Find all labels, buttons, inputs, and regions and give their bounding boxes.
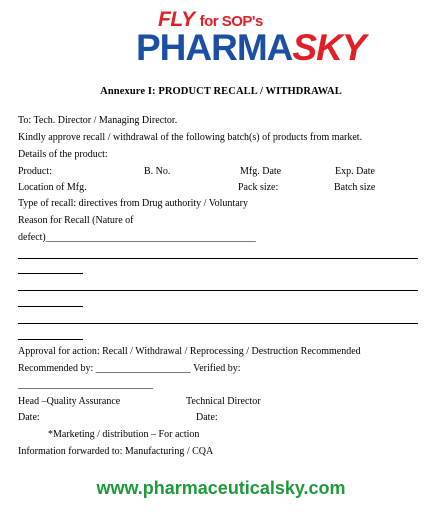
blank-line — [18, 290, 418, 291]
defect-line: defect)__________________________________________ — [18, 232, 256, 243]
date-right-label: Date: — [196, 412, 218, 423]
footer-url[interactable]: www.pharmaceuticalsky.com — [96, 478, 346, 498]
blank-line — [18, 258, 418, 259]
recall-type-line: Type of recall: directives from Drug authority / Voluntary — [18, 198, 248, 209]
verified-by-blank: ___________________________ — [18, 379, 153, 390]
technical-director-label: Technical Director — [186, 396, 261, 407]
request-line: Kindly approve recall / withdrawal of the following batch(s) of products from market. — [18, 132, 363, 143]
location-label: Location of Mfg. — [18, 182, 87, 193]
blank-line — [18, 339, 83, 340]
pack-size-label: Pack size: — [238, 182, 279, 193]
exp-date-label: Exp. Date — [335, 166, 375, 177]
brand-logo — [0, 4, 442, 74]
batch-size-label: Batch size — [334, 182, 376, 193]
to-line: To: Tech. Director / Managing Director. — [18, 115, 178, 126]
batch-no-label: B. No. — [144, 166, 171, 177]
logo-pharma-text: PHARMA — [136, 27, 293, 68]
blank-line — [18, 273, 83, 274]
logo-wordmark — [136, 27, 366, 68]
date-left-label: Date: — [18, 412, 40, 423]
document-title: Annexure I: PRODUCT RECALL / WITHDRAWAL — [100, 86, 342, 97]
mfg-date-label: Mfg. Date — [240, 166, 282, 177]
head-qa-label: Head –Quality Assurance — [18, 396, 121, 407]
logo-sky-text: SKY — [292, 27, 366, 68]
approval-line: Approval for action: Recall / Withdrawal / Reprocessing / Destruction Recommended — [18, 346, 361, 357]
reason-line: Reason for Recall (Nature of — [18, 215, 134, 226]
logo-for-sops-text: for SOP's — [199, 13, 263, 30]
marketing-line: *Marketing / distribution – For action — [48, 429, 200, 440]
product-label: Product: — [18, 166, 52, 177]
logo-fly-text: FLY — [158, 8, 195, 31]
details-label: Details of the product: — [18, 149, 108, 160]
blank-line — [18, 323, 418, 324]
blank-line — [18, 306, 83, 307]
info-forwarded-line: Information forwarded to: Manufacturing / CQA — [18, 446, 214, 457]
recommended-by-line: Recommended by: ___________________ Verified by: — [18, 363, 241, 374]
